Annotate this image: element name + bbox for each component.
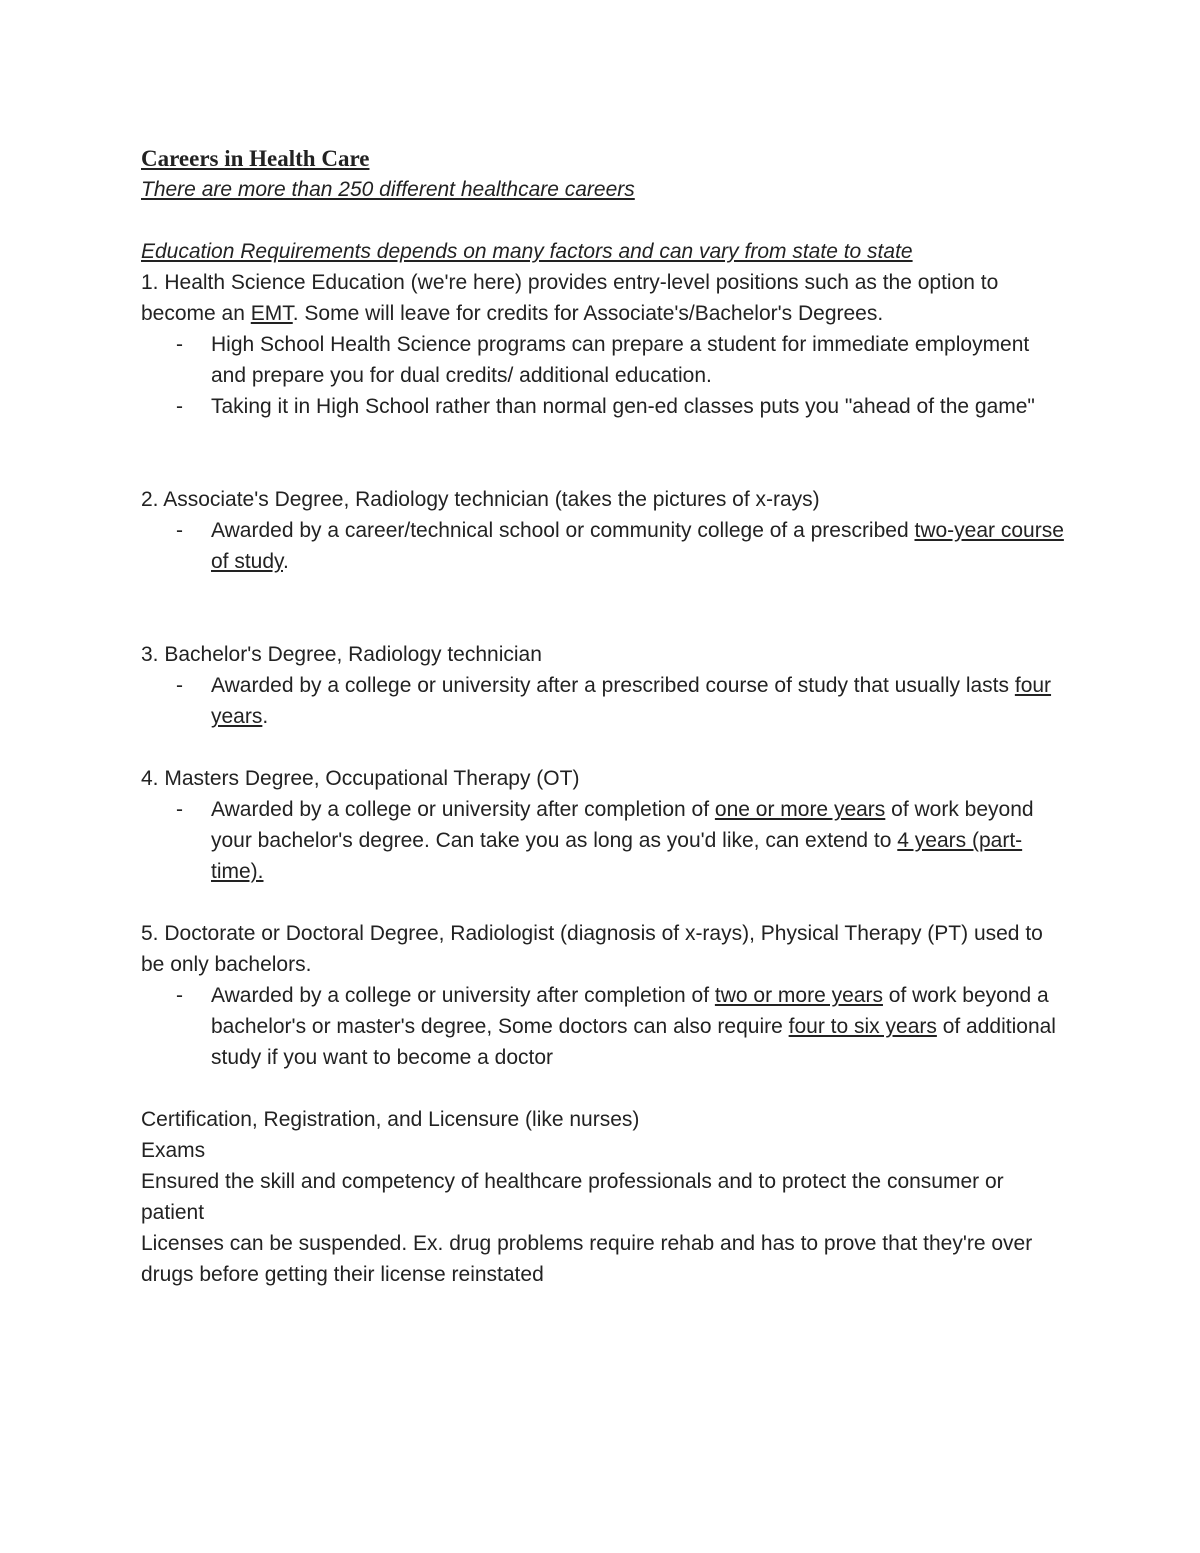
item-3-bullet-text-a: Awarded by a college or university after a prescribed course of study that usually lasts: [211, 674, 1015, 697]
blank-line: [141, 205, 1066, 236]
item-4-bullet-text-b: of work beyond your bachelor's degree. Can take you as long as you'd like, can extend to: [211, 798, 1034, 852]
blank-line: [141, 732, 1066, 763]
certification-heading: Certification, Registration, and Licensure (like nurses): [141, 1108, 640, 1131]
item-5-bullet-1: [211, 980, 1066, 1073]
page-title: Careers in Health Care: [141, 146, 370, 171]
education-heading: Education Requirements depends on many factors and can vary from state to state: [141, 240, 913, 263]
item-1-text-a: 1. Health Science Education (we're here) provides entry-level positions such as the option to become an: [141, 271, 999, 325]
item-4-bullet-text-a: Awarded by a college or university after completion of: [211, 798, 715, 821]
item-4-bullet-underline-1: one or more years: [714, 798, 886, 821]
document-page: [141, 143, 1066, 1290]
item-1-text-b: . Some will leave for credits for Associate's/Bachelor's Degrees.: [292, 302, 884, 325]
item-2-bullets: [141, 515, 1066, 577]
blank-line: [141, 453, 1066, 484]
item-3-bullets: [141, 670, 1066, 732]
item-5-bullet-text-a: Awarded by a college or university after completion of: [211, 984, 715, 1007]
item-1-bullets: [141, 329, 1066, 422]
page-subtitle: There are more than 250 different healthcare careers: [141, 178, 635, 201]
item-5-bullet-text-c: of additional study if you want to become a doctor: [211, 1015, 1056, 1069]
item-2-bullet-text-a: Awarded by a career/technical school or community college of a prescribed: [211, 519, 915, 542]
emt-link: EMT: [250, 302, 293, 325]
blank-line: [141, 422, 1066, 453]
blank-line: [141, 887, 1066, 918]
ensured-text: Ensured the skill and competency of healthcare professionals and to protect the consumer or patient: [141, 1170, 1004, 1224]
blank-line: [141, 577, 1066, 608]
item-4-text: 4. Masters Degree, Occupational Therapy (OT): [141, 767, 580, 790]
exams-text: Exams: [141, 1139, 206, 1162]
item-1-bullet-2: - Taking it in High School rather than normal gen-ed classes puts you "ahead of the game": [211, 391, 1066, 422]
item-3-bullet-1: [211, 670, 1066, 732]
item-1-text: [141, 267, 1066, 329]
item-5-bullet-underline-2: four to six years: [788, 1015, 937, 1038]
item-1-bullet-1: - High School Health Science programs can prepare a student for immediate employment and prepare you for dual credits/ additional education.: [211, 329, 1066, 391]
item-5-bullets: [141, 980, 1066, 1073]
licenses-text: Licenses can be suspended. Ex. drug problems require rehab and has to prove that they're over drugs before getting their license reinstated: [141, 1232, 1033, 1286]
item-2-bullet-underline: two-year course of study: [211, 519, 1064, 573]
item-5-bullet-text-b: of work beyond a bachelor's or master's degree, Some doctors can also require: [211, 984, 1049, 1038]
item-2-bullet-1: [211, 515, 1066, 577]
item-2-text: 2. Associate's Degree, Radiology technician (takes the pictures of x-rays): [141, 488, 820, 511]
item-3-bullet-text-b: .: [262, 705, 269, 728]
item-3-text: 3. Bachelor's Degree, Radiology technician: [141, 643, 542, 666]
item-4-bullets: [141, 794, 1066, 887]
item-5-text: 5. Doctorate or Doctoral Degree, Radiologist (diagnosis of x-rays), Physical Therapy (PT) used to be only bachelors.: [141, 922, 1043, 976]
item-4-bullet-underline-2: 4 years (part-time).: [211, 829, 1023, 883]
blank-line: [141, 1073, 1066, 1104]
item-5-bullet-underline-1: two or more years: [714, 984, 883, 1007]
item-2-bullet-text-b: .: [282, 550, 289, 573]
item-4-bullet-1: [211, 794, 1066, 887]
blank-line: [141, 608, 1066, 639]
item-3-bullet-underline: four years: [211, 674, 1052, 728]
